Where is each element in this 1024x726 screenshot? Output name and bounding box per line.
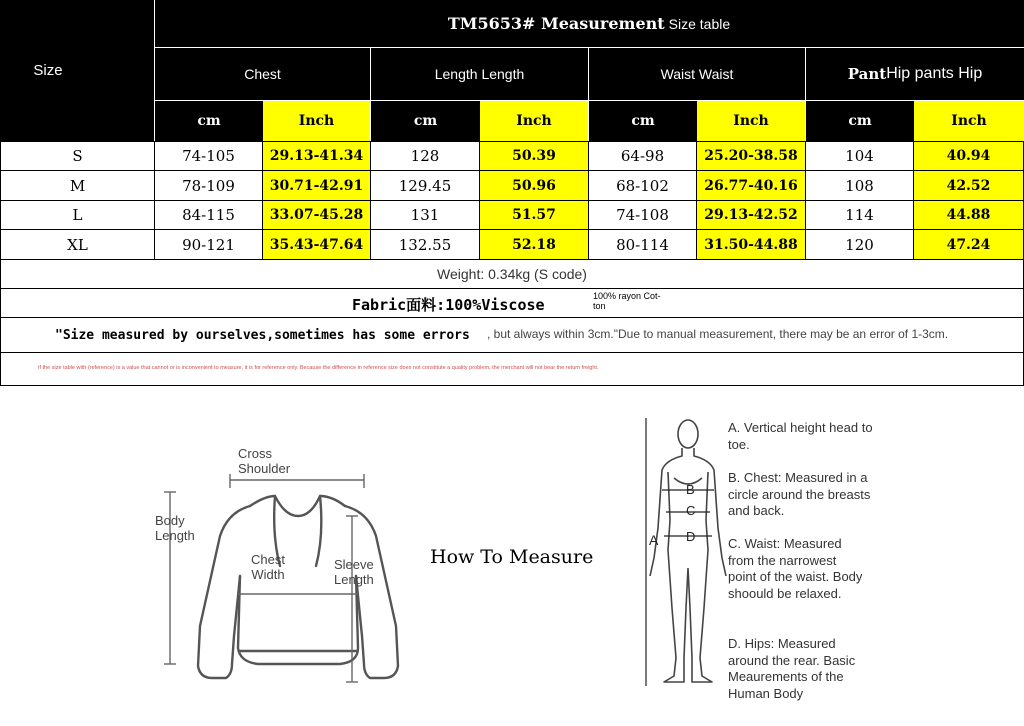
note-hips: D. Hips: Measured around the rear. Basic Meaurements of the Human Body	[728, 636, 856, 701]
fabric-note: 100% rayon Cot-ton	[593, 291, 661, 311]
inch-cell: 30.71-42.91	[263, 171, 370, 200]
cm-cell: 131	[410, 206, 440, 224]
unit-inch-chest: Inch	[263, 101, 370, 141]
cm-cell: 74-105	[182, 147, 235, 165]
marker-c: C	[686, 503, 696, 518]
body-head	[678, 420, 698, 448]
label-body-length: Body Length	[155, 513, 195, 543]
note-rest: , but always within 3cm."Due to manual measurement, there may be an error of 1-3cm.	[487, 327, 949, 341]
note-chest: B. Chest: Measured in a circle around the breasts and back.	[728, 470, 871, 518]
size-cell: XL	[67, 235, 88, 254]
garment-right-sleeve	[345, 506, 398, 678]
note-height: A. Vertical height head to toe.	[728, 420, 873, 452]
fabric-main: Fabric面料:100%Viscose	[352, 296, 545, 314]
unit-cm-hip: cm	[848, 113, 872, 129]
cm-cell: 64-98	[620, 147, 665, 165]
note-waist: C. Waist: Measured from the narrowest point of the waist. Body shoould be relaxed.	[728, 536, 863, 601]
measurement-note	[0, 317, 1024, 352]
unit-inch-waist: Inch	[697, 101, 805, 141]
inch-cell: 35.43-47.64	[263, 230, 370, 259]
inch-cell: 42.52	[914, 171, 1023, 200]
inch-cell: 47.24	[914, 230, 1023, 259]
unit-inch-hip: Inch	[914, 101, 1024, 141]
cm-cell: 84-115	[182, 206, 235, 224]
cm-cell: 129.45	[398, 176, 452, 195]
inch-cell: 26.77-40.16	[697, 171, 805, 200]
inch-cell: 50.39	[480, 142, 588, 170]
how-to-measure-heading: How To Measure	[430, 546, 594, 568]
inch-cell: 40.94	[914, 142, 1023, 170]
unit-cm-chest: cm	[197, 113, 221, 129]
size-cell: L	[72, 206, 83, 224]
label-cross-shoulder: Cross Shoulder	[238, 446, 291, 476]
body-diagram	[640, 408, 740, 708]
group-header-length: Length Length	[434, 66, 525, 82]
cm-cell: 108	[845, 176, 874, 195]
inch-cell: 33.07-45.28	[263, 201, 370, 229]
how-to-measure-figure	[0, 386, 1024, 725]
cm-cell: 90-121	[182, 235, 235, 254]
group-header-chest: Chest	[244, 66, 281, 82]
weight-info: Weight: 0.34kg (S code)	[437, 265, 587, 282]
inch-cell: 51.57	[480, 201, 588, 229]
cm-cell: 132.55	[398, 235, 452, 254]
group-header-hip: Pant Hip pants Hip	[847, 65, 983, 83]
inch-cell: 31.50-44.88	[697, 230, 805, 259]
marker-d: D	[686, 529, 696, 544]
marker-b: B	[686, 482, 695, 497]
cm-cell: 80-114	[616, 235, 669, 254]
label-sleeve-length: Sleeve Length	[334, 557, 374, 587]
unit-cm-length: cm	[413, 113, 438, 129]
size-cell: M	[69, 176, 86, 195]
inch-cell: 29.13-41.34	[263, 142, 370, 170]
size-column-header: Size	[33, 62, 63, 79]
marker-a: A	[649, 532, 659, 548]
inch-cell: 50.96	[480, 171, 588, 200]
table-title-suffix: Size table	[668, 15, 731, 32]
inch-cell: 44.88	[914, 201, 1023, 229]
inch-cell: 52.18	[480, 230, 588, 259]
inch-cell: 29.13-42.52	[697, 201, 805, 229]
group-header-waist: Waist Waist	[660, 66, 734, 82]
garment-collar	[250, 496, 345, 516]
disclaimer-text: If the size table with (reference) is a value that cannot or is inconvenient to measure, it is for reference only. Because the difference in reference size does not constitute a quality problem, the merchant will not bear the return freight.	[38, 365, 599, 371]
cm-cell: 120	[845, 235, 874, 254]
table-title-main: TM5653# Measurement	[447, 14, 665, 33]
fabric-info	[0, 288, 1024, 317]
unit-cm-waist: cm	[631, 113, 655, 129]
note-main: "Size measured by ourselves,sometimes has some errors	[55, 328, 470, 343]
cm-cell: 74-108	[616, 206, 669, 224]
cm-cell: 78-109	[182, 176, 235, 195]
size-cell: S	[72, 147, 83, 165]
label-chest-width: Chest Width	[251, 552, 285, 582]
cm-cell: 104	[845, 147, 874, 165]
cm-cell: 128	[410, 147, 440, 165]
inch-cell: 25.20-38.58	[697, 142, 805, 170]
table-title	[154, 0, 1024, 47]
cm-cell: 114	[845, 206, 874, 224]
cm-cell: 68-102	[616, 176, 669, 195]
unit-inch-length: Inch	[480, 101, 588, 141]
